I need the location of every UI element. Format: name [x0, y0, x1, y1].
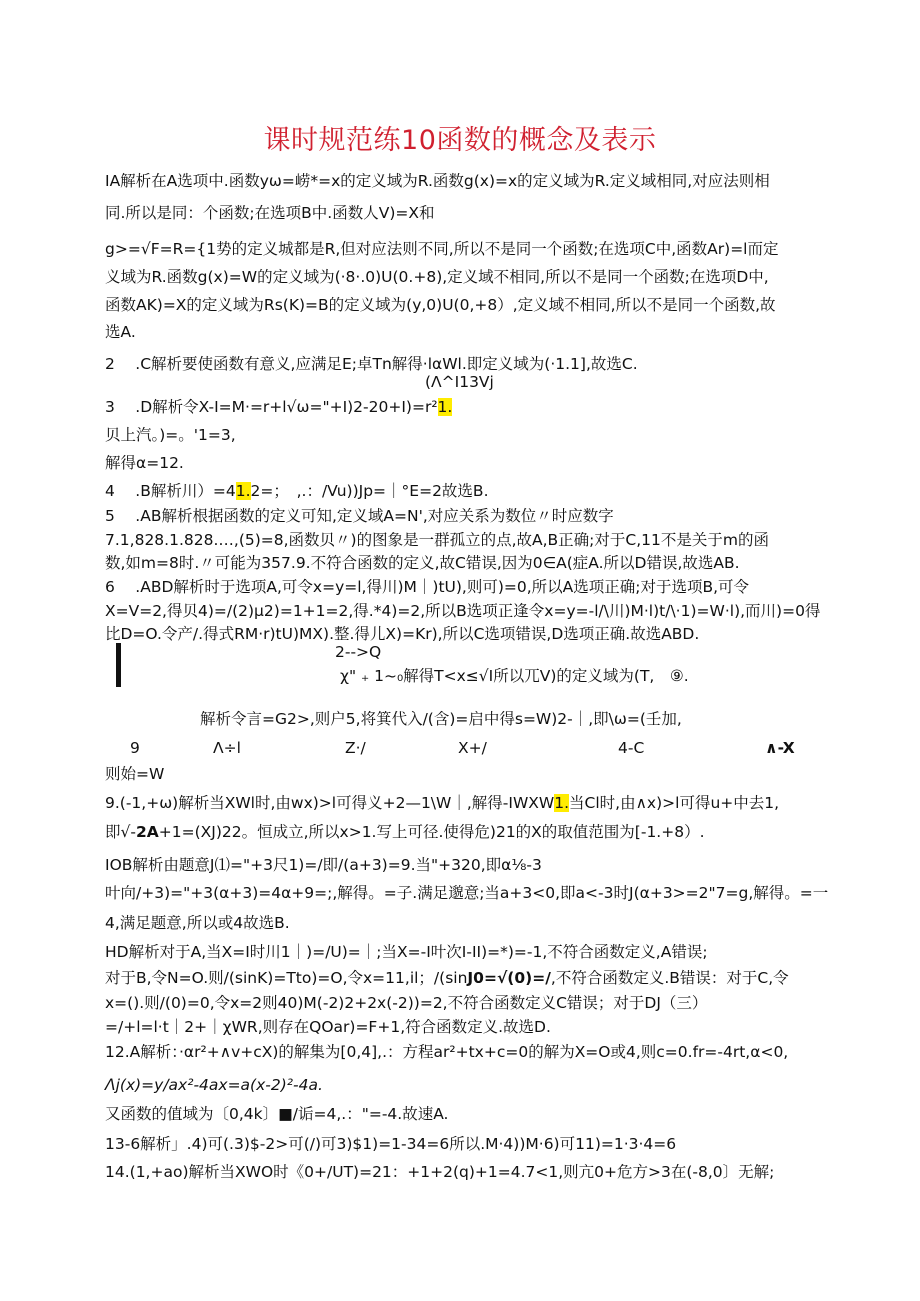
answer-6-line-3: 比D=O.令产/.得式RM·r)tU)MX).整.得儿X)=Kr),所以C选项错误,D选项正确.故选ABD. [105, 625, 700, 643]
answer-12-line-3: 又函数的值域为〔0,4k〕■/诟=4,.："=-4.故速A. [105, 1105, 449, 1123]
answer-3-line-2: 贝上汽。)=。'1=3, [105, 426, 236, 444]
answer-8-line-1: 解析令言=G2>,则户5,将箕代入/(含)=启中得s=W)2-｜,即\ω=(壬加, [200, 710, 682, 728]
answer-10-line-1: IOB解析由题意J⑴="+3尺1)=/即/(a+3)=9.当"+320,即α⅛-3 [105, 856, 542, 874]
answer-6-line-1: 6 .ABD解析时于选项A,可令x=y=l,得川)M｜)tU),则可)=0,所以A选项正确;对于选项B,可令 [105, 578, 750, 596]
answer-8-denominator-4: X+/ [458, 739, 487, 757]
answer-6-line-2: X=V=2,得贝4)=/(2)μ2)=1+1=2,得.*4)=2,所以B选项正逢令x=y=-l∕\川)M·l)t∕\·1)=W·l),而川)=0得 [105, 602, 821, 620]
answer-11-line-1: HD解析对于A,当X=I时川1｜)=∕U)=｜;当X=-I叶次I-II)=*)=-1,不符合函数定义,A错误; [105, 943, 708, 961]
answer-1-line-4: 义域为R.函数g(x)=W的定义域为(·8·.0)U(0.+8),定义域不相同,所以不是同一个函数;在选项D中, [105, 268, 769, 286]
answer-5-line-1: 5 .AB解析根据函数的定义可知,定义域A=N',对应关系为数位〃时应数字 [105, 507, 614, 525]
answer-14-line-1: 14.(1,+ao)解析当XWO时《0+/UT)=21：+1+2(q)+1=4.7<1,则亢0+危方>3在(-8,0〕无解; [105, 1163, 775, 1181]
answer-11-text-b: ,不符合函数定义.B错误：对于C,令 [550, 969, 789, 987]
page-title: 课时规范练10函数的概念及表示 [263, 125, 657, 156]
answer-5-line-2: 7.1,828.1.828.…,(5)=8,函数贝〃)的图象是一群孤立的点,故A,B正确;对于C,11不是关于m的函 [105, 531, 769, 549]
answer-9-text-b: 当Cl时,由∧x)>l可得u+中去1, [569, 794, 780, 812]
highlight-mark: 1. [554, 794, 570, 812]
answer-8-denominator-5: 4-C [618, 739, 645, 757]
answer-12-line-2: Λj(x)=y∕ax²-4ax=a(x-2)²-4a. [105, 1076, 323, 1094]
answer-3-text: 3 .D解析令X-I=M·=r+l√ω="+I)2-20+I)=r² [105, 398, 438, 416]
answer-5-line-3: 数,如m=8时.〃可能为357.9.不符合函数的定义,故C错误,因为0∈A(症A.所以D错误,故选AB. [105, 554, 740, 572]
answer-11-line-2 [105, 968, 789, 988]
answer-7-line-1: χ" ₊ 1~₀解得T<x≤√I所以兀V)的定义域为(T, ⑨. [340, 667, 689, 685]
answer-1-line-2: 同.所以是同：个函数;在选项B中.函数人V)=X和 [105, 204, 435, 222]
answer-13-line-1: 13-6解析」.4)可(.3)$-2>可(/)可3)$1)=1-34=6所以.M·4))M·6)可11)=1·3·4=6 [105, 1135, 677, 1153]
answer-4-line-1 [105, 481, 489, 501]
answer-9-text-d: +1=(XJ)22。恒成立,所以x>1.写上可径.使得危)21的X的取值范围为[-1.+8）. [158, 823, 705, 841]
answer-10-line-2: 叶向/+3)="+3(α+3)=4α+9=;,解得。=子.满足邈意;当a+3<0,即a<-3时J(α+3>=2"7=g,解得。=一 [105, 884, 829, 902]
answer-9-bold: 2A [135, 823, 159, 841]
answer-7-arrow: 2-->Q [335, 643, 382, 661]
margin-bar [116, 643, 121, 687]
answer-8-denominator-1: 9 [130, 739, 140, 757]
answer-1-line-6: 选A. [105, 323, 136, 341]
answer-11-text-a: 对于B,令N=O.则/(sinK)=Tto)=O,令x=11,il；/(sin [105, 969, 468, 987]
answer-4-text-b: 2=； ,.：/Vu))Jp=｜°E=2故选B. [250, 482, 489, 500]
highlight-mark: 1. [235, 482, 251, 500]
answer-10-line-3: 4,满足题意,所以或4故选B. [105, 914, 290, 932]
answer-11-line-4: =/+l=l·t｜2+｜χWR,则存在QOar)=F+1,符合函数定义.故选D. [105, 1018, 551, 1036]
answer-11-bold: J0=√(0)=/ [467, 969, 551, 987]
answer-8-denominator-6: ∧-X [765, 739, 795, 757]
answer-11-line-3: x=().则/(0)=0,令x=2则40)M(-2)2+2x(-2))=2,不符合函数定义C错误；对于DJ（三） [105, 994, 708, 1012]
answer-4-text-a: 4 .B解析川）=4 [105, 482, 236, 500]
answer-12-line-1: 12.A解析：·αr²+∧v+cX)的解集为[0,4],.：方程ar²+tx+c=0的解为X=O或4,则c=0.fr=-4rt,α<0, [105, 1043, 789, 1061]
answer-1-line-3: g>=√F=R={1势的定义城都是R,但对应法则不同,所以不是同一个函数;在选项C中,函数Ar)=l而定 [105, 240, 779, 258]
answer-9-line-1 [105, 793, 779, 813]
answer-3-line-3: 解得α=12. [105, 454, 184, 472]
answer-1-line-1: IA解析在A选项中.函数yω=崂*=x的定义域为R.函数g(x)=x的定义域为R.定义域相同,对应法则相 [105, 172, 770, 190]
answer-8-denominator-2: Λ÷l [213, 739, 241, 757]
answer-8-denominator-3: Z·/ [345, 739, 366, 757]
answer-9-text-c: 即√- [105, 823, 136, 841]
answer-9-line-2 [105, 822, 705, 842]
answer-9-text-a: 9.(-1,+ω)解析当XWl时,由wx)>l可得义+2—1\W｜,解得-IWXW [105, 794, 555, 812]
answer-3-line-1 [105, 397, 452, 417]
answer-8-line-2: 则始=W [105, 765, 165, 783]
answer-2-line-1: 2 .C解析要使函数有意义,应满足E;卓Tn解得·lαWl.即定义域为(·1.1],故选C. [105, 355, 638, 373]
answer-2-fraction: (Λ^I13Vj [425, 373, 494, 391]
highlight-mark: 1. [437, 398, 453, 416]
answer-1-line-5: 函数AK)=X的定义域为Rs(K)=B的定义域为(y,0)U(0,+8）,定义域不相同,所以不是同一个函数,故 [105, 296, 776, 314]
